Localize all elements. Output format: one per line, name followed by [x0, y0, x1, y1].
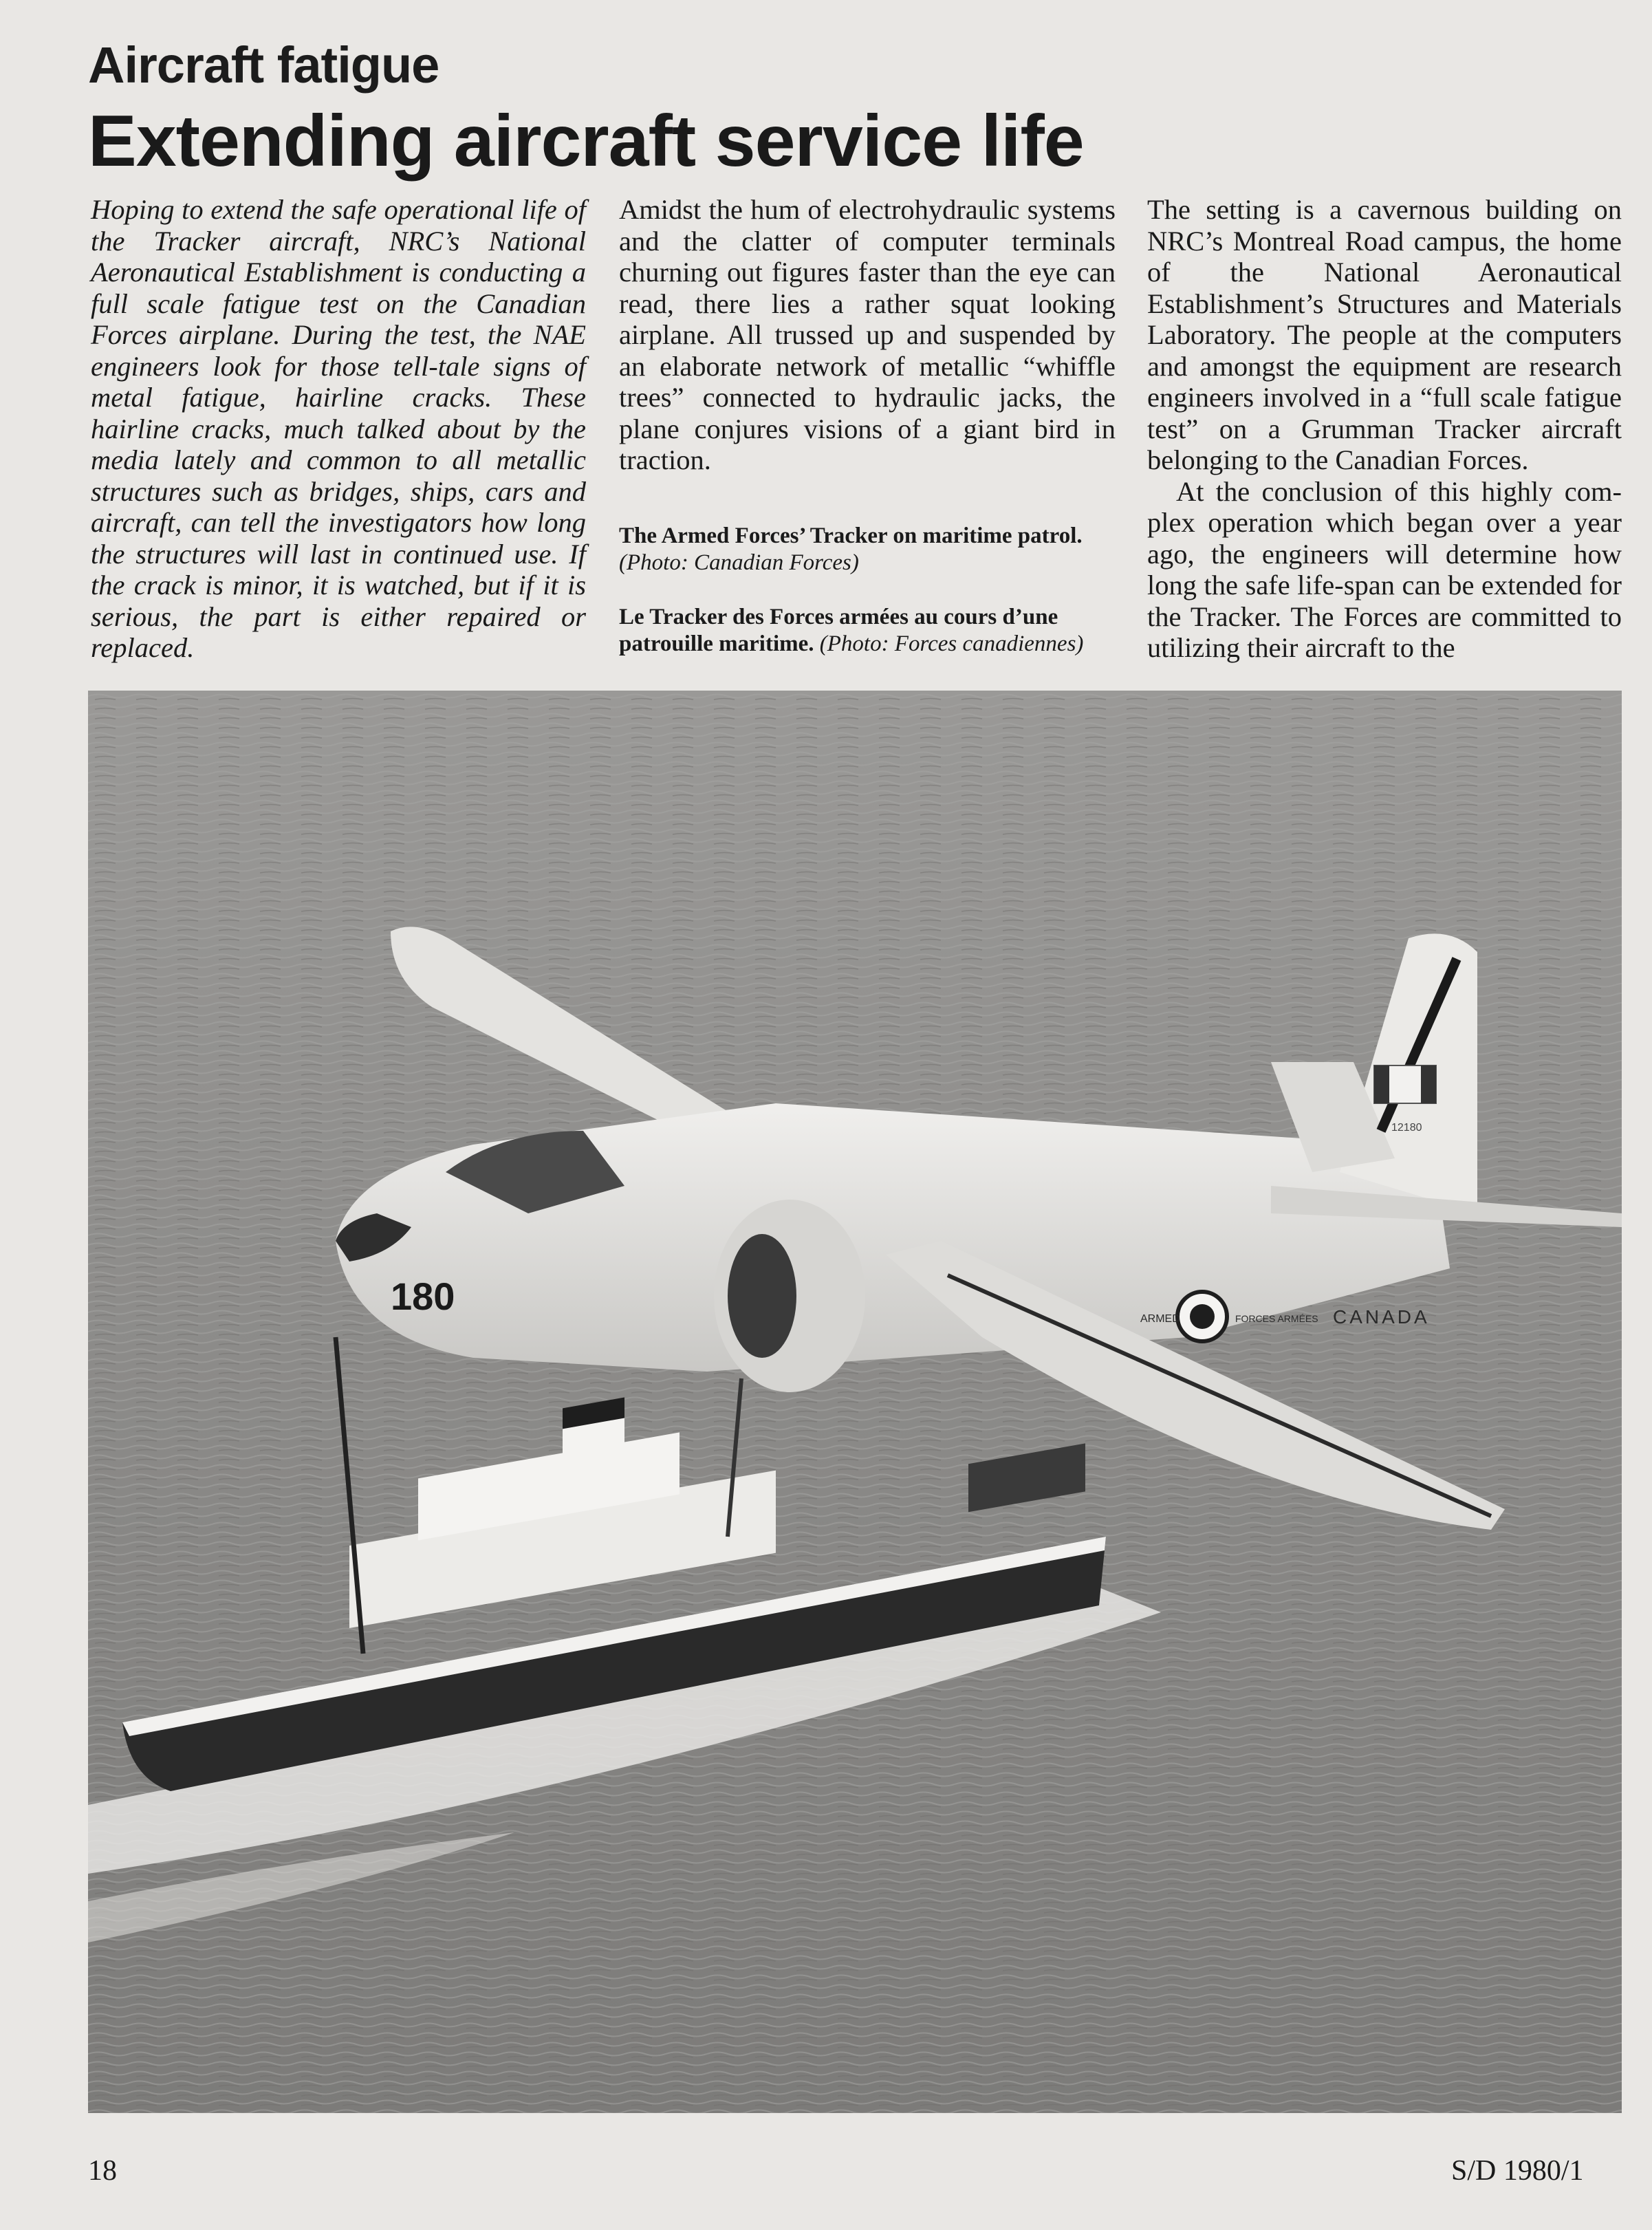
- body-paragraph: At the conclusion of this highly complex operation which began over a year ago, the engineers will determine how long the safe life-span can be extended for the Tracker. The Forces are committed to utilizing their aircraft to the: [1147, 475, 1622, 663]
- intro-paragraph: Hoping to extend the safe operational life of the Tracker aircraft, NRC’s National Aeronautical Establishment is conducting a full scale fatigue test on the Canadian Forces airplane. During the test, the NAE engineers look for those tell-tale signs of metal fatigue, hairline cracks. These hairline cracks, much talked about by the media lately and common to all metallic structures such as bridges, ships, cars and aircraft, can tell the investigators how long the structures will last in continued use. If the crack is minor, it is watched, but if it is serious, the part is either repaired or replaced.: [91, 194, 586, 663]
- roundel-label-right: FORCES ARMÉES: [1235, 1313, 1318, 1324]
- article-headline: Extending aircraft service life: [88, 100, 1084, 182]
- tracker-aircraft-photo: [88, 691, 1622, 2113]
- aircraft-number: 180: [391, 1275, 455, 1318]
- photo-caption-french: [619, 604, 1116, 658]
- intro-column: [91, 194, 586, 664]
- caption-english-text: The Armed Forces’ Tracker on maritime patrol.: [619, 523, 1083, 548]
- photo-caption-english: [619, 523, 1116, 576]
- body-column-3: [1147, 194, 1622, 664]
- body-paragraph: The setting is a cavernous building on NRC’s Montreal Road campus, the home of the National Aeronautical Establishment’s Structures and Materials Laboratory. The people at the computers and amongst the equipment are research engineers involved in a “full scale fatigue test” on a Grumman Tracker aircraft belonging to the Canadian Forces.: [1147, 194, 1622, 475]
- page-number: 18: [88, 2155, 117, 2187]
- section-kicker: Aircraft fatigue: [88, 36, 439, 94]
- body-paragraph: Amidst the hum of electrohydraulic systems and the clatter of computer terminals churning out figures faster than the eye can read, there lies a rather squat looking airplane. All trussed up and suspended by an elaborate network of metallic “whiffle trees” connected to hydraulic jacks, the plane conjures visions of a giant bird in traction.: [619, 194, 1116, 475]
- roundel-label-left: ARMED: [1140, 1313, 1180, 1325]
- tail-number: 12180: [1391, 1122, 1422, 1134]
- body-column-2: [619, 194, 1116, 658]
- issue-label: S/D 1980/1: [1451, 2155, 1584, 2187]
- caption-french-credit: (Photo: Forces canadiennes): [819, 631, 1084, 656]
- caption-english-credit: (Photo: Canadian Forces): [619, 550, 859, 575]
- caption-french-text: Le Tracker des Forces armées au cours d’une patrouille maritime.: [619, 604, 1058, 656]
- fuselage-lettering: CANADA: [1333, 1306, 1430, 1328]
